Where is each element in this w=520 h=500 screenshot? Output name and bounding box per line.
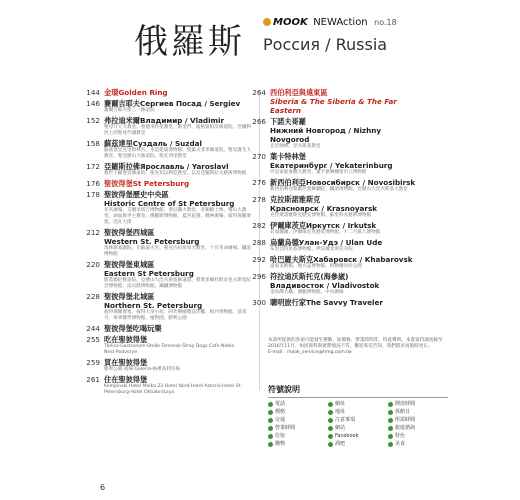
toc-entry-title: 亞羅斯拉佛Ярославль / Yaroslavl [104,162,229,171]
toc-entry[interactable] [86,358,252,373]
toc-entry-title: 新西伯利亞Новосибирск / Novosibirsk [270,178,416,187]
toc-entry-description: 克里姆林、涅夫斯基教堂 [270,144,321,149]
toc-entry-description: 蘇茲達里克里姆林宮、木造建築博物館、聖葉夫菲米修道院、聖母誕生大教堂、聖亞歷山大修道院、聖瓦西里教堂 [104,148,252,159]
toc-entry[interactable] [252,152,420,176]
legend-label: 地址 [335,409,346,415]
legend-item [388,425,448,432]
contact-email [268,350,446,356]
toc-entry-description: 金角灣大橋、潛艇博物館、中央廣場 [270,290,344,295]
toc-entry-subtitle: Eastern St Petersburg [104,269,194,278]
legend-title: 符號說明 [268,384,448,398]
toc-entry-title: 下諾夫哥羅 [270,117,306,126]
toc-entry-description: Tbiliso·Gastronom·Stolle·Teremok·Stray Dogs Cafe·Noble Nest·Podvorye [104,344,235,355]
toc-page-number: 296 [252,272,266,281]
legend-symbol-icon [328,402,333,407]
legend-label: 酒吧 [335,441,346,447]
toc-entry-description: 冬宮廣場、艾爾米塔吉博物館、聖以撒大教堂、青銅騎士像、喀山大教堂、滴血救世主教堂、俄羅斯博物館、夏宮花園、戰神廣場、彼得保羅要塞、涅瓦大街 [104,208,252,225]
toc-entry-description: 沙皇家族血腥大教堂、葉卡捷琳娜堡市立博物館 [270,170,367,175]
toc-entry-subtitle: Historic Centre of St Petersburg [104,199,235,208]
toc-page-number: 172 [86,162,100,171]
toc-entry-title: 聰明旅行家The Savvy Traveler [270,298,383,307]
toc-entry[interactable] [252,178,420,193]
legend-symbol-icon [268,410,273,415]
toc-entry-description: 遠東美術館、地方誌博物館、阿穆爾河岸公園 [270,264,362,269]
toc-page-number: 178 [86,190,100,199]
toc-entry-description: 克拉斯諾雅斯克歷史博物館、蘇里科夫藝術博物館 [270,213,372,218]
toc-entry-title: 賽爾吉耶夫Сергиев Посад / Sergiev [104,99,241,108]
toc-entry[interactable] [86,292,252,322]
toc-entry-description: 布里亞特民族博物館、伊沃爾金斯克寺院 [270,247,353,252]
toc-entry-subtitle: Northern St. Petersburg [104,301,203,310]
brand-issue-number: no.18 [374,18,397,27]
toc-entry-title: 哈巴羅夫斯克Хабаровск / Khabarovsk [270,255,413,264]
legend-symbol-icon [388,402,393,407]
toc-entry[interactable] [252,298,420,307]
toc-entry-title: 西伯利亞與遠東區 [270,88,328,97]
toc-entry-title: 弗拉迪米爾Владимир / Vladimir [104,116,225,125]
toc-page-number: 276 [252,178,266,187]
legend-label: 所需時間 [395,417,416,423]
toc-entry-subtitle: Нижний Новгород / Nizhny Novgorod [270,126,382,144]
legend-label: 開放時間 [395,401,416,407]
toc-entry-description: 新西伯利亞歌劇芭蕾舞劇院、鐵道博物館、亞歷山大涅夫斯基大教堂 [270,187,408,192]
toc-entry[interactable] [252,272,420,296]
legend-symbol-icon [328,410,333,415]
toc-entry[interactable] [252,221,420,236]
legend-label: 休館日 [395,409,411,415]
toc-page-number: 152 [86,116,100,125]
brand-action: Action [336,17,368,28]
legend-label: 網址 [335,401,346,407]
toc-entry-title: 蘇茲達里Суздаль / Suzdal [104,139,202,148]
toc-page-number: 261 [86,375,100,384]
toc-entry-title: 符拉迪沃斯托克(海參崴) [270,272,349,281]
notice-text: 本書所提供的各項可能發生變動，如價格、營業時間等，特此聲明。本書資料調查截至2016年11月，如因資料與實際情況不符，歡迎來信告知，我們將於再版時更正。 [268,338,443,349]
toc-entry[interactable] [86,139,252,160]
legend-symbol-icon [328,426,333,431]
toc-entry-title: 吃在聖彼得堡 [104,335,148,344]
legend-item [268,433,328,440]
toc-page-number: 288 [252,238,266,247]
toc-entry-description: 聖母升天大教堂、聖德米特里教堂、黃金門、波格留柏沃修道院、涅爾利河上的聖母代禱教堂 [104,125,252,136]
legend-grid [268,401,448,448]
toc-page-number: 244 [86,324,100,333]
legend-label: 旅遊諮詢 [395,425,416,431]
toc-entry-title: 伊爾庫茨克Иркутск / Irkutsk [270,221,377,230]
toc-entry-subtitle: Western St. Petersburg [104,237,200,246]
toc-entry-subtitle: Красноярск / Krasnoyarsk [270,204,377,213]
legend-symbol-icon [388,442,393,447]
toc-entry[interactable] [86,228,252,258]
legend-symbol-icon [268,426,273,431]
legend-symbol-icon [268,402,273,407]
legend-symbol-icon [328,442,333,447]
toc-entry[interactable] [252,195,420,219]
legend-symbol-icon [388,410,393,415]
legend-item [268,401,328,408]
legend-item [388,409,448,416]
toc-entry-title: 住在聖彼得堡 [104,375,148,384]
brand-new: NEW [313,17,337,28]
legend-label: 美食 [395,441,406,447]
toc-entry-title: 買在聖彼得堡 [104,358,148,367]
legend-symbol-icon [328,434,333,439]
toc-left-column [86,88,252,397]
toc-entry-title: 烏蘭烏德Улан-Удэ / Ulan Ude [270,238,383,247]
toc-entry-title: 聖彼得堡東城區 [104,260,155,269]
toc-entry-description: 謝爾吉耶夫聖三一修道院 [104,108,155,113]
toc-entry[interactable] [86,179,252,188]
toc-page-number: 158 [86,139,100,148]
toc-entry[interactable] [86,162,252,177]
toc-entry[interactable] [86,190,252,226]
toc-entry-title: 聖彼得堡歷史中央區 [104,190,169,199]
toc-page-number: 282 [252,221,266,230]
legend-symbol-icon [388,418,393,423]
toc-entry[interactable] [252,117,420,150]
toc-page-number: 264 [252,88,266,97]
toc-entry-title: 克拉斯諾雅斯克 [270,195,321,204]
toc-entry-description: 勝利公園·商場·Galeria·格裡高利市場 [104,367,180,372]
toc-page-number: 255 [86,335,100,344]
toc-entry-title: 聖彼得堡北城區 [104,292,155,301]
legend-label: Facebook [335,433,359,439]
toc-entry[interactable] [252,88,420,115]
toc-entry[interactable] [86,116,252,137]
toc-entry-description: 彼得保羅要塞、彼得大帝小屋、阿芙樂爾號巡洋艦、炮兵博物館、清真寺、軍事醫學博物館、植物園、勝利公園 [104,310,247,321]
legend-label: 網站 [335,425,346,431]
toc-entry[interactable] [86,324,252,333]
email-value[interactable]: mook_service@hmg.com.tw [287,350,352,355]
toc-entry-description: Kempinski Hotel Moika 22·Hotel Nord·Hotel Astoria·Hotel St. Petersburg·Hotel Oktiabrskaya [104,384,242,395]
legend-label: 注意事項 [335,417,356,423]
brand-mook: MOOK [273,17,308,28]
legend-item [388,441,448,448]
legend-item [328,401,388,408]
toc-entry[interactable] [86,260,252,290]
legend-symbol-icon [268,434,273,439]
toc-right-column [252,88,420,308]
toc-page-number: 144 [86,88,100,97]
logo-dot-icon [263,18,271,26]
toc-page-number: 220 [86,260,100,269]
legend-label: 購物 [275,441,286,447]
email-label: E-mail： [268,350,287,355]
legend-label: 營業時間 [275,425,296,431]
legend-item [328,409,388,416]
toc-entry-title: 葉卡特林堡 [270,152,306,161]
brand-logo [263,17,397,28]
legend-symbol-icon [388,434,393,439]
legend-item [388,401,448,408]
toc-page-number: 266 [252,117,266,126]
toc-entry-description: 救世主顯聖容修道院、聖先知以利亞教堂、以及亞羅斯拉夫藝術博物館 [104,171,247,176]
page-title-russian: Россия / Russia [263,35,388,54]
legend-item [268,409,328,416]
toc-entry[interactable] [86,99,252,114]
toc-entry-description: 貝加爾湖、伊爾庫茨克歷史博物館、十二月黨人博物館 [270,230,381,235]
toc-entry[interactable] [86,375,252,396]
page-number: 6 [100,483,106,492]
legend-item [268,417,328,424]
legend-label: 住宿 [275,433,286,439]
toc-page-number: 300 [252,298,266,307]
legend-item [268,425,328,432]
toc-entry-title: 聖彼得堡西城區 [104,228,155,237]
toc-entry-description: 斯莫爾尼修道院、亞歷山大涅夫斯基修道院、費奧多爾杜斯妥也夫斯基紀念博物館、法貝熱博物館、鋼鐵博物館 [104,278,252,289]
legend-symbol-icon [268,418,273,423]
toc-page-number: 146 [86,99,100,108]
toc-page-number: 270 [252,152,266,161]
legend-label: 價格 [275,409,286,415]
legend-label: 特色 [395,433,406,439]
toc-entry[interactable] [252,255,420,270]
toc-entry-subtitle: Екатеринбург / Yekaterinburg [270,161,393,170]
toc-page-number: 278 [252,195,266,204]
legend-symbol-icon [388,426,393,431]
toc-entry[interactable] [86,88,252,97]
toc-entry-title: 聖彼得堡吃喝玩樂 [104,324,162,333]
toc-entry-title: 聖彼得堡St Petersburg [104,179,190,188]
toc-page-number: 292 [252,255,266,264]
legend-item [268,441,328,448]
page-header [0,0,520,70]
legend-label: 電話 [275,401,286,407]
toc-page-number: 176 [86,179,100,188]
legend-symbol-icon [328,418,333,423]
toc-page-number: 212 [86,228,100,237]
legend-label: 交通 [275,417,286,423]
legend-item [328,441,388,448]
toc-entry-subtitle: Владивосток / Vladivostok [270,281,380,290]
legend-item [388,433,448,440]
toc-entry[interactable] [252,238,420,253]
legend-block [268,384,448,448]
legend-symbol-icon [268,442,273,447]
toc-entry-description: 馬林斯基劇院、尤蘇波夫宮、聖尼古拉海軍大教堂、十月革命廣場、鐵道博物館 [104,246,252,257]
toc-entry-subtitle: Siberia & The Siberia & The Far Eastern [270,97,397,115]
page-title-chinese: 俄羅斯 [134,22,245,62]
toc-entry-title: 金環Golden Ring [104,88,168,97]
legend-item [328,417,388,424]
legend-item [328,433,388,440]
toc-page-number: 228 [86,292,100,301]
toc-entry[interactable] [86,335,252,356]
toc-page-number: 259 [86,358,100,367]
legend-item [388,417,448,424]
notice-block [268,338,446,356]
legend-item [328,425,388,432]
